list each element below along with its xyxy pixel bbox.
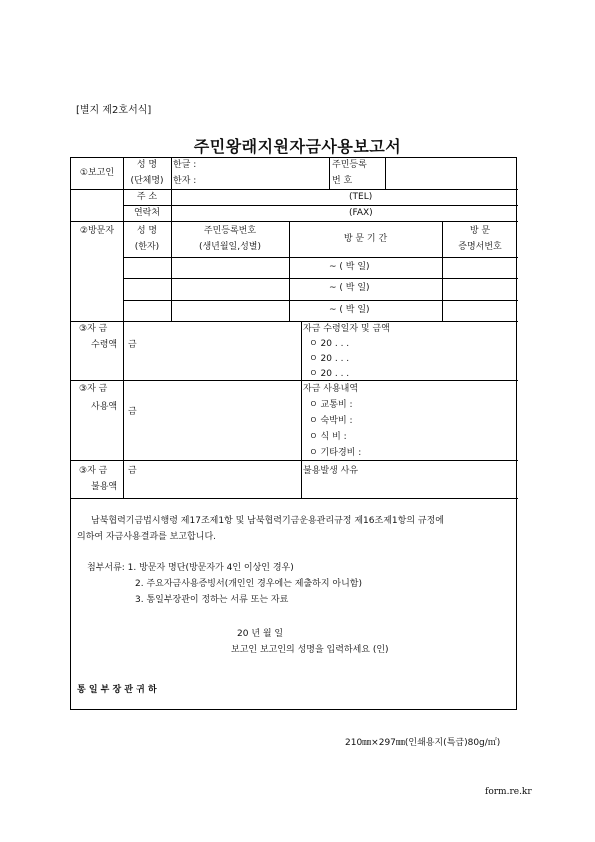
statement-line-1: 남북협력기금법시행령 제17조제1항 및 남북협력기금운용관리규정 제16조제1항의 규정에 — [91, 516, 444, 526]
used-label: ③자 금 — [79, 384, 108, 394]
received-date-item[interactable]: ㅇ 20 . . . — [309, 369, 350, 379]
statement-line-2: 의하여 자금사용결과를 보고합니다. — [77, 532, 216, 542]
rrn-field[interactable] — [387, 168, 515, 179]
source-site: form.re.kr — [485, 787, 532, 797]
tel-field[interactable]: (TEL) — [349, 192, 373, 202]
attachment-1: 첨부서류: 1. 방문자 명단(방문자가 4인 이상인 경우) — [87, 563, 294, 573]
form-number: [별지 제2호서식] — [76, 105, 152, 116]
received-detail-title: 자금 수령일자 및 금액 — [303, 324, 390, 334]
used-item[interactable]: ㅇ 식 비 : — [309, 432, 347, 442]
org-label: (단체명) — [130, 176, 164, 186]
visit-period-field[interactable]: ~ ( 박 일) — [329, 305, 370, 315]
reporter-section-label: ①보고인 — [79, 168, 115, 178]
visit-proof-label-2: 증명서번호 — [458, 242, 502, 252]
report-date-field[interactable]: 20 년 월 일 — [237, 629, 284, 639]
received-label: ③자 금 — [79, 324, 108, 334]
received-amount-field[interactable]: 금 — [128, 340, 137, 350]
visitor-birth-label: (생년월일,성별) — [198, 242, 262, 252]
used-item[interactable]: ㅇ 기타경비 : — [309, 448, 362, 458]
attachment-3: 3. 통일부장관이 정하는 서류 또는 자료 — [135, 595, 289, 605]
name-label: 성 명 — [136, 160, 158, 170]
used-item[interactable]: ㅇ 숙박비 : — [309, 416, 353, 426]
unused-amount-field[interactable]: 금 — [128, 466, 137, 476]
address-label: 주 소 — [136, 192, 158, 202]
rrn-label: 주민등록 — [332, 160, 367, 170]
received-date-item[interactable]: ㅇ 20 . . . — [309, 339, 350, 349]
reporter-signature-field[interactable]: 보고인 보고인의 성명을 입력하세요 (인) — [231, 645, 389, 655]
visitor-name-label: 성 명 — [136, 226, 158, 236]
visitor-section-label: ②방문자 — [79, 226, 115, 236]
received-date-item[interactable]: ㅇ 20 . . . — [309, 354, 350, 364]
report-form-table — [70, 157, 517, 710]
rrn-label-2: 번 호 — [332, 176, 353, 186]
hangul-name-field[interactable]: 한글 : — [173, 160, 197, 170]
visit-proof-label: 방 문 — [469, 226, 491, 236]
used-amount-field[interactable]: 금 — [128, 407, 137, 417]
visit-period-label: 방 문 기 간 — [343, 234, 388, 244]
attachment-2: 2. 주요자금사용증빙서(개인인 경우에는 제출하지 아니함) — [135, 579, 363, 589]
received-label-2: 수령액 — [91, 340, 118, 350]
unused-reason-label: 불용발생 사유 — [303, 466, 359, 476]
visit-period-field[interactable]: ~ ( 박 일) — [329, 262, 370, 272]
fax-field[interactable]: (FAX) — [349, 208, 373, 218]
paper-spec-note: 210㎜×297㎜(인쇄용지(특급)80g/㎡) — [345, 738, 501, 748]
visit-period-field[interactable]: ~ ( 박 일) — [329, 283, 370, 293]
hanja-name-field[interactable]: 한자 : — [173, 176, 197, 186]
recipient-line: 통 일 부 장 관 귀 하 — [77, 685, 157, 695]
contact-label: 연락처 — [133, 208, 161, 218]
used-item[interactable]: ㅇ 교통비 : — [309, 400, 353, 410]
unused-label-2: 불용액 — [91, 482, 118, 492]
visitor-hanja-label: (한자) — [134, 242, 160, 252]
visitor-rrn-label: 주민등록번호 — [203, 226, 257, 236]
document-title: 주민왕래지원자금사용보고서 — [193, 137, 402, 156]
used-label-2: 사용액 — [91, 402, 118, 412]
used-detail-title: 자금 사용내역 — [303, 384, 359, 394]
unused-label: ③자 금 — [79, 466, 108, 476]
